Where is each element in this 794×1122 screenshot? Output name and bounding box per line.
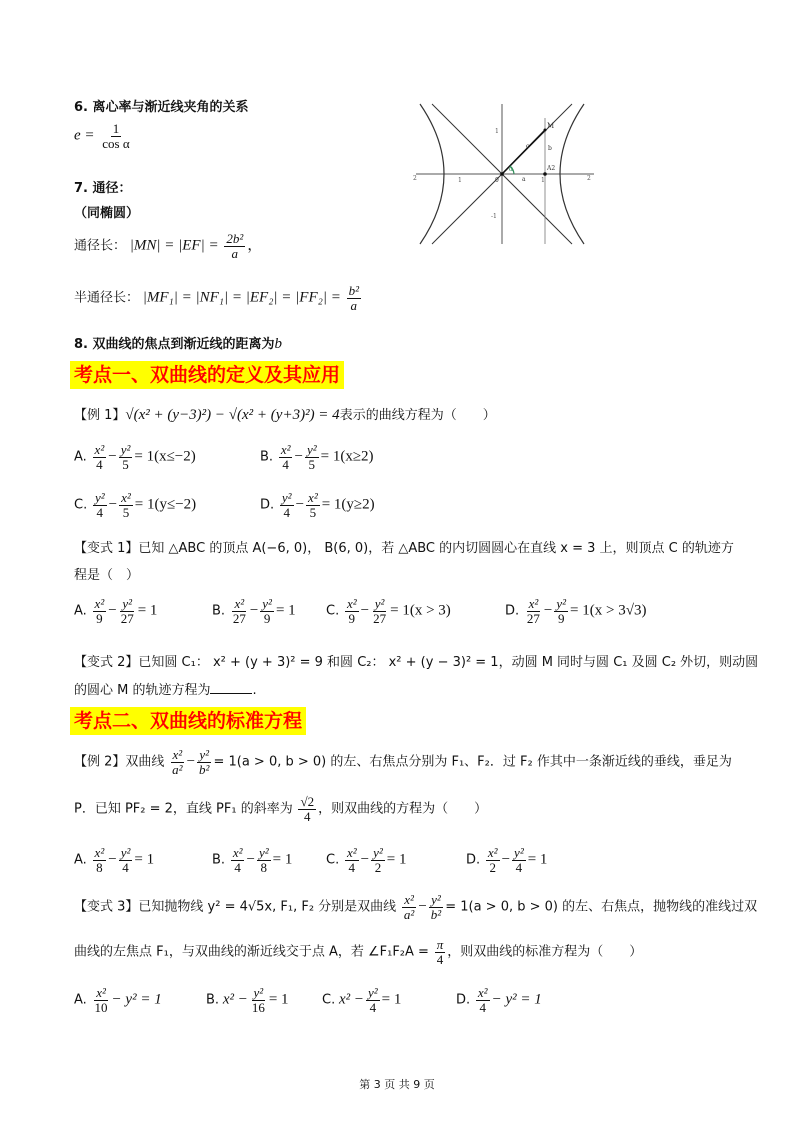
text: 已知 △ABC 的顶点 A(−6, 0)， B(6, 0)，若 △ABC 的内切圆圆心在直线 x = 3 上，则顶点 C 的轨迹方 bbox=[138, 541, 734, 556]
fraction bbox=[347, 284, 361, 312]
hyperbola-graph bbox=[410, 100, 600, 248]
origin-point bbox=[500, 172, 504, 176]
option-key: B. bbox=[260, 449, 274, 465]
option-key: A. bbox=[74, 449, 87, 465]
expr: |MN| = |EF| = bbox=[129, 237, 219, 254]
option-d[interactable]: D. $\frac{\text{x²}}{2}$ − $\frac{\text{y²}}{4}$ = 1 bbox=[466, 845, 548, 875]
fraction bbox=[100, 122, 131, 150]
variant-1-line-2: 程是（ ） bbox=[74, 568, 140, 583]
fraction bbox=[119, 443, 133, 471]
text: = 1(a > 0, b > 0) 的左、右焦点，抛物线的准线过双 bbox=[445, 899, 758, 915]
fraction bbox=[224, 232, 245, 260]
fraction bbox=[119, 597, 136, 625]
semi-latus-formula bbox=[74, 284, 363, 312]
fraction bbox=[257, 846, 271, 874]
frac-den: 5 bbox=[309, 504, 317, 520]
latus-rectum-formula bbox=[74, 232, 262, 260]
label: 半通径长： bbox=[74, 290, 140, 306]
frac-num: x² bbox=[528, 596, 539, 611]
frac-den: 9 bbox=[96, 610, 103, 626]
option-tail: = 1(y≥2) bbox=[321, 496, 375, 513]
frac-num: x² bbox=[487, 845, 498, 860]
variant-2-line-2 bbox=[74, 679, 257, 698]
frac-num: x² bbox=[94, 442, 105, 457]
option-b[interactable] bbox=[206, 986, 289, 1014]
frac-den: 2 bbox=[374, 859, 382, 875]
frac-num: y² bbox=[373, 845, 383, 860]
option-c[interactable] bbox=[322, 986, 401, 1014]
frac-den: 4 bbox=[234, 859, 241, 875]
text-end: . bbox=[252, 683, 257, 698]
option-key: B. bbox=[206, 992, 220, 1008]
option-pre: x² − bbox=[222, 991, 248, 1008]
text: 已知抛物线 y² = 4√5x, F₁, F₂ 分别是双曲线 bbox=[138, 899, 397, 915]
fraction bbox=[366, 986, 380, 1014]
option-key: A. bbox=[74, 603, 87, 619]
frac-den: 4 bbox=[96, 456, 103, 472]
option-tail: = 1(x≤−2) bbox=[134, 448, 196, 465]
fraction bbox=[280, 491, 294, 519]
frac-num: x² bbox=[172, 747, 183, 762]
fraction bbox=[345, 597, 359, 625]
frac-num: 1 bbox=[112, 121, 120, 136]
fraction bbox=[371, 597, 388, 625]
option-tail: = 1 bbox=[381, 991, 402, 1008]
frac-den: 8 bbox=[96, 859, 103, 875]
frac-den: b² bbox=[430, 906, 442, 922]
tag: 【变式 2】 bbox=[74, 655, 139, 670]
m-label: M bbox=[547, 122, 555, 130]
frac-num: x² bbox=[280, 442, 291, 457]
tag: 【变式 1】 bbox=[74, 541, 139, 556]
frac-den: a² bbox=[403, 906, 415, 922]
fraction bbox=[231, 846, 245, 874]
frac-num: x² bbox=[346, 845, 357, 860]
frac-den: 5 bbox=[122, 504, 130, 520]
option-tail: − y² = 1 bbox=[111, 991, 162, 1008]
frac-num: x² bbox=[308, 490, 318, 505]
eccentricity-formula bbox=[74, 122, 134, 150]
frac-num: x² bbox=[404, 892, 414, 907]
option-tail: = 1 bbox=[272, 851, 293, 868]
frac-den: cos α bbox=[102, 135, 130, 151]
b-label: b bbox=[548, 145, 552, 152]
tick-label: 1 bbox=[495, 128, 499, 135]
tick-label: 1 bbox=[541, 177, 545, 184]
frac-den: 16 bbox=[251, 999, 265, 1015]
option-tail: = 1 bbox=[137, 602, 158, 619]
option-d[interactable]: D. $\frac{\text{x²}}{27}$ − $\frac{\text{y²}}{9}$ = 1(x > 3√3) bbox=[505, 596, 647, 626]
frac-num: y² bbox=[199, 747, 210, 762]
option-c[interactable]: C. $\frac{\text{y²}}{4}$ − $\frac{\text{x²}}{5}$ = 1(y≤−2) bbox=[74, 490, 197, 520]
label: 通径长： bbox=[74, 238, 127, 254]
frac-num: x² bbox=[96, 985, 106, 1000]
option-tail: = 1 bbox=[527, 851, 548, 868]
text: 表示的曲线方程为（ ） bbox=[339, 408, 496, 423]
vertex-point bbox=[543, 172, 547, 176]
frac-den: b² bbox=[199, 761, 210, 777]
frac-num: y² bbox=[514, 845, 524, 860]
option-c[interactable]: C. $\frac{\text{x²}}{4}$ − $\frac{\text{y²}}{2}$ = 1 bbox=[326, 845, 407, 875]
frac-den: a bbox=[350, 297, 358, 313]
section-6-title: 6. 离心率与渐近线夹角的关系 bbox=[74, 100, 249, 115]
frac-den: 4 bbox=[348, 859, 356, 875]
variant-2-line-1 bbox=[74, 651, 758, 670]
page-footer: 第 3 页 共 9 页 bbox=[359, 1078, 435, 1091]
fraction bbox=[486, 846, 500, 874]
option-tail: = 1(x > 3√3) bbox=[570, 602, 647, 619]
frac-num: x² bbox=[232, 845, 243, 860]
frac-den: 4 bbox=[283, 504, 290, 520]
option-key: D. bbox=[466, 852, 481, 868]
fraction bbox=[119, 846, 133, 874]
fraction bbox=[93, 597, 107, 625]
option-b[interactable]: B. $\frac{\text{x²}}{27}$ − $\frac{\text{y²}}{9}$ = 1 bbox=[212, 596, 296, 626]
frac-den: 4 bbox=[96, 504, 104, 520]
tail: ， bbox=[247, 237, 263, 254]
frac-num: x² bbox=[121, 490, 131, 505]
example-1-question bbox=[74, 404, 496, 424]
frac-num: x² bbox=[94, 596, 105, 611]
fraction bbox=[170, 748, 184, 776]
option-tail: = 1 bbox=[275, 602, 296, 619]
frac-num: y² bbox=[94, 490, 105, 505]
tag: 【变式 3】 bbox=[74, 899, 139, 915]
frac-den: 4 bbox=[304, 808, 311, 824]
fraction bbox=[305, 443, 319, 471]
frac-den: 5 bbox=[122, 456, 129, 472]
fraction bbox=[371, 846, 385, 874]
frac-den: 4 bbox=[515, 859, 523, 875]
fraction bbox=[93, 846, 107, 874]
frac-den: a bbox=[231, 245, 239, 261]
frac-num: √2 bbox=[300, 794, 315, 809]
option-key: D. bbox=[505, 603, 520, 619]
origin-label: 0 bbox=[495, 177, 499, 184]
section-banner-2: 考点二、双曲线的标准方程 bbox=[70, 707, 306, 735]
section-7-sub: （同椭圆） bbox=[74, 206, 140, 221]
frac-num: b² bbox=[348, 283, 359, 298]
frac-num: y² bbox=[258, 845, 269, 860]
tag: 【例 2】 bbox=[74, 754, 126, 770]
text: 已知圆 C₁： x² + (y + 3)² = 9 和圆 C₂： x² + (y − 3)² = 1，动圆 M 同时与圆 C₁ 及圆 C₂ 外切，则动圆 bbox=[138, 655, 759, 670]
c-label: c bbox=[526, 143, 530, 150]
frac-num: y² bbox=[368, 985, 378, 1000]
option-b[interactable]: B. $\frac{\text{x²}}{4}$ − $\frac{\text{y²}}{5}$ = 1(x≥2) bbox=[260, 442, 374, 472]
frac-den: 10 bbox=[94, 999, 108, 1015]
option-key: A. bbox=[74, 852, 87, 868]
a2-label: A2 bbox=[547, 165, 556, 172]
tick-label: 2 bbox=[413, 175, 417, 182]
text: ，则双曲线的标准方程为（ ） bbox=[447, 944, 643, 960]
fraction bbox=[119, 491, 133, 519]
frac-num: y² bbox=[431, 892, 441, 907]
frac-den: 9 bbox=[557, 610, 565, 626]
frac-den: 2 bbox=[489, 859, 496, 875]
frac-num: x² bbox=[346, 596, 357, 611]
frac-num: x² bbox=[234, 596, 245, 611]
option-tail: = 1 bbox=[268, 991, 289, 1008]
option-tail: = 1 bbox=[386, 851, 407, 868]
text: 的圆心 M 的轨迹方程为 bbox=[74, 683, 211, 698]
frac-den: 5 bbox=[308, 456, 316, 472]
alpha-label: α bbox=[509, 166, 514, 173]
frac-num: y² bbox=[253, 985, 264, 1000]
text: 双曲线 bbox=[125, 754, 165, 770]
fraction bbox=[197, 748, 211, 776]
fraction bbox=[435, 938, 446, 966]
option-a[interactable]: A. $\frac{\text{x²}}{4}$ − $\frac{\text{y²}}{5}$ = 1(x≤−2) bbox=[74, 442, 196, 472]
option-b[interactable]: B. $\frac{\text{x²}}{4}$ − $\frac{\text{y²}}{8}$ = 1 bbox=[212, 845, 293, 875]
fraction bbox=[93, 491, 107, 519]
option-d[interactable] bbox=[456, 986, 542, 1014]
frac-num: x² bbox=[477, 985, 488, 1000]
frac-den: 4 bbox=[369, 999, 377, 1015]
frac-num: y² bbox=[122, 596, 133, 611]
variant-3-line-1: 【变式 3】已知抛物线 y² = 4√5x, F₁, F₂ 分别是双曲线 $\frac{\text{x²}}{\text{a²}}$ − $\frac{\text{y²}}{\text{b²}}$ = 1(a > 0, b > 0) 的左、右焦点，抛物线的准线过双 bbox=[74, 892, 758, 922]
fraction bbox=[476, 986, 490, 1014]
frac-den: 9 bbox=[263, 610, 271, 626]
formula-lhs: e = bbox=[74, 127, 95, 144]
variant-1-line-1 bbox=[74, 537, 734, 556]
section-7-title: 7. 通径： bbox=[74, 181, 132, 196]
tick-label: 1 bbox=[458, 177, 462, 184]
expr: |MF₁| = |NF₁| = |EF₂| = |FF₂| = bbox=[142, 289, 341, 306]
answer-blank[interactable] bbox=[210, 693, 252, 694]
variant-3-line-2 bbox=[74, 938, 642, 966]
option-tail: − y² = 1 bbox=[491, 991, 542, 1008]
option-key: C. bbox=[326, 852, 340, 868]
frac-num: y² bbox=[306, 442, 317, 457]
a-label: a bbox=[522, 176, 526, 183]
option-tail: = 1(x > 3) bbox=[390, 602, 451, 619]
section-banner-1: 考点一、双曲线的定义及其应用 bbox=[70, 361, 344, 389]
option-c[interactable]: C. $\frac{\text{x²}}{9}$ − $\frac{\text{y²}}{27}$ = 1(x > 3) bbox=[326, 596, 451, 626]
var: b bbox=[274, 336, 283, 352]
option-key: A. bbox=[74, 992, 87, 1008]
frac-den: 27 bbox=[120, 610, 134, 626]
text: 曲线的左焦点 F₁，与双曲线的渐近线交于点 A，若 ∠F₁F₂A = bbox=[74, 944, 429, 960]
option-key: D. bbox=[260, 497, 275, 513]
fraction bbox=[93, 986, 110, 1014]
option-key: C. bbox=[322, 992, 336, 1008]
option-pre: x² − bbox=[338, 991, 364, 1008]
fraction bbox=[250, 986, 267, 1014]
option-a[interactable]: A. $\frac{\text{x²}}{9}$ − $\frac{\text{y²}}{27}$ = 1 bbox=[74, 596, 158, 626]
frac-den: 4 bbox=[122, 859, 129, 875]
frac-den: 4 bbox=[436, 951, 444, 967]
fraction bbox=[525, 597, 542, 625]
option-tail: = 1 bbox=[134, 851, 155, 868]
frac-den: 4 bbox=[479, 999, 486, 1015]
tick-label: 2 bbox=[587, 175, 591, 182]
fraction bbox=[512, 846, 526, 874]
option-d[interactable]: D. $\frac{\text{y²}}{4}$ − $\frac{\text{x²}}{5}$ = 1(y≥2) bbox=[260, 490, 375, 520]
option-key: C. bbox=[326, 603, 340, 619]
option-key: D. bbox=[456, 992, 471, 1008]
frac-num: y² bbox=[556, 596, 567, 611]
option-a[interactable] bbox=[74, 986, 162, 1014]
frac-den: 27 bbox=[526, 610, 540, 626]
frac-den: 9 bbox=[348, 610, 356, 626]
tag: 【例 1】 bbox=[74, 408, 126, 423]
expr: √(x² + (y−3)²) − √(x² + (y+3)²) = 4 bbox=[125, 407, 340, 423]
frac-num: y² bbox=[120, 845, 131, 860]
fraction bbox=[260, 597, 274, 625]
fraction bbox=[554, 597, 568, 625]
frac-den: 8 bbox=[260, 859, 268, 875]
frac-num: y² bbox=[281, 490, 292, 505]
frac-num: y² bbox=[374, 596, 385, 611]
section-8-title bbox=[74, 333, 282, 353]
fraction bbox=[306, 491, 320, 519]
frac-num: y² bbox=[120, 442, 131, 457]
text: 8. 双曲线的焦点到渐近线的距离为 bbox=[74, 337, 275, 352]
frac-num: π bbox=[436, 937, 444, 952]
fraction bbox=[345, 846, 359, 874]
fraction bbox=[231, 597, 248, 625]
frac-num: 2b² bbox=[226, 231, 244, 246]
example-2-line-1: 【例 2】双曲线 $\frac{\text{x²}}{\text{a²}}$ − $\frac{\text{y²}}{\text{b²}}$ = 1(a > 0, b > 0) 的左、右焦点分别为 F₁、F₂．过 F₂ 作其中一条渐近线的垂线，垂足为 bbox=[74, 747, 732, 777]
fraction bbox=[93, 443, 107, 471]
example-2-line-2 bbox=[74, 795, 487, 823]
tick-label: -1 bbox=[491, 213, 497, 220]
frac-den: 27 bbox=[373, 610, 387, 626]
option-tail: = 1(y≤−2) bbox=[134, 496, 197, 513]
option-tail: = 1(x≥2) bbox=[320, 448, 374, 465]
frac-den: 27 bbox=[232, 610, 246, 626]
frac-num: y² bbox=[262, 596, 272, 611]
frac-den: a² bbox=[172, 761, 183, 777]
text: P．已知 PF₂ = 2，直线 PF₁ 的斜率为 bbox=[74, 801, 293, 817]
option-a[interactable]: A. $\frac{\text{x²}}{8}$ − $\frac{\text{y²}}{4}$ = 1 bbox=[74, 845, 155, 875]
text: = 1(a > 0, b > 0) 的左、右焦点分别为 F₁、F₂．过 F₂ 作其中一条渐近线的垂线，垂足为 bbox=[213, 754, 732, 770]
frac-num: x² bbox=[94, 845, 105, 860]
fraction bbox=[279, 443, 293, 471]
fraction bbox=[429, 893, 443, 921]
text: ，则双曲线的方程为（ ） bbox=[318, 801, 488, 817]
option-key: B. bbox=[212, 852, 226, 868]
fraction bbox=[298, 795, 316, 823]
fraction bbox=[402, 893, 416, 921]
frac-den: 4 bbox=[282, 456, 289, 472]
option-key: B. bbox=[212, 603, 226, 619]
option-key: C. bbox=[74, 497, 88, 513]
